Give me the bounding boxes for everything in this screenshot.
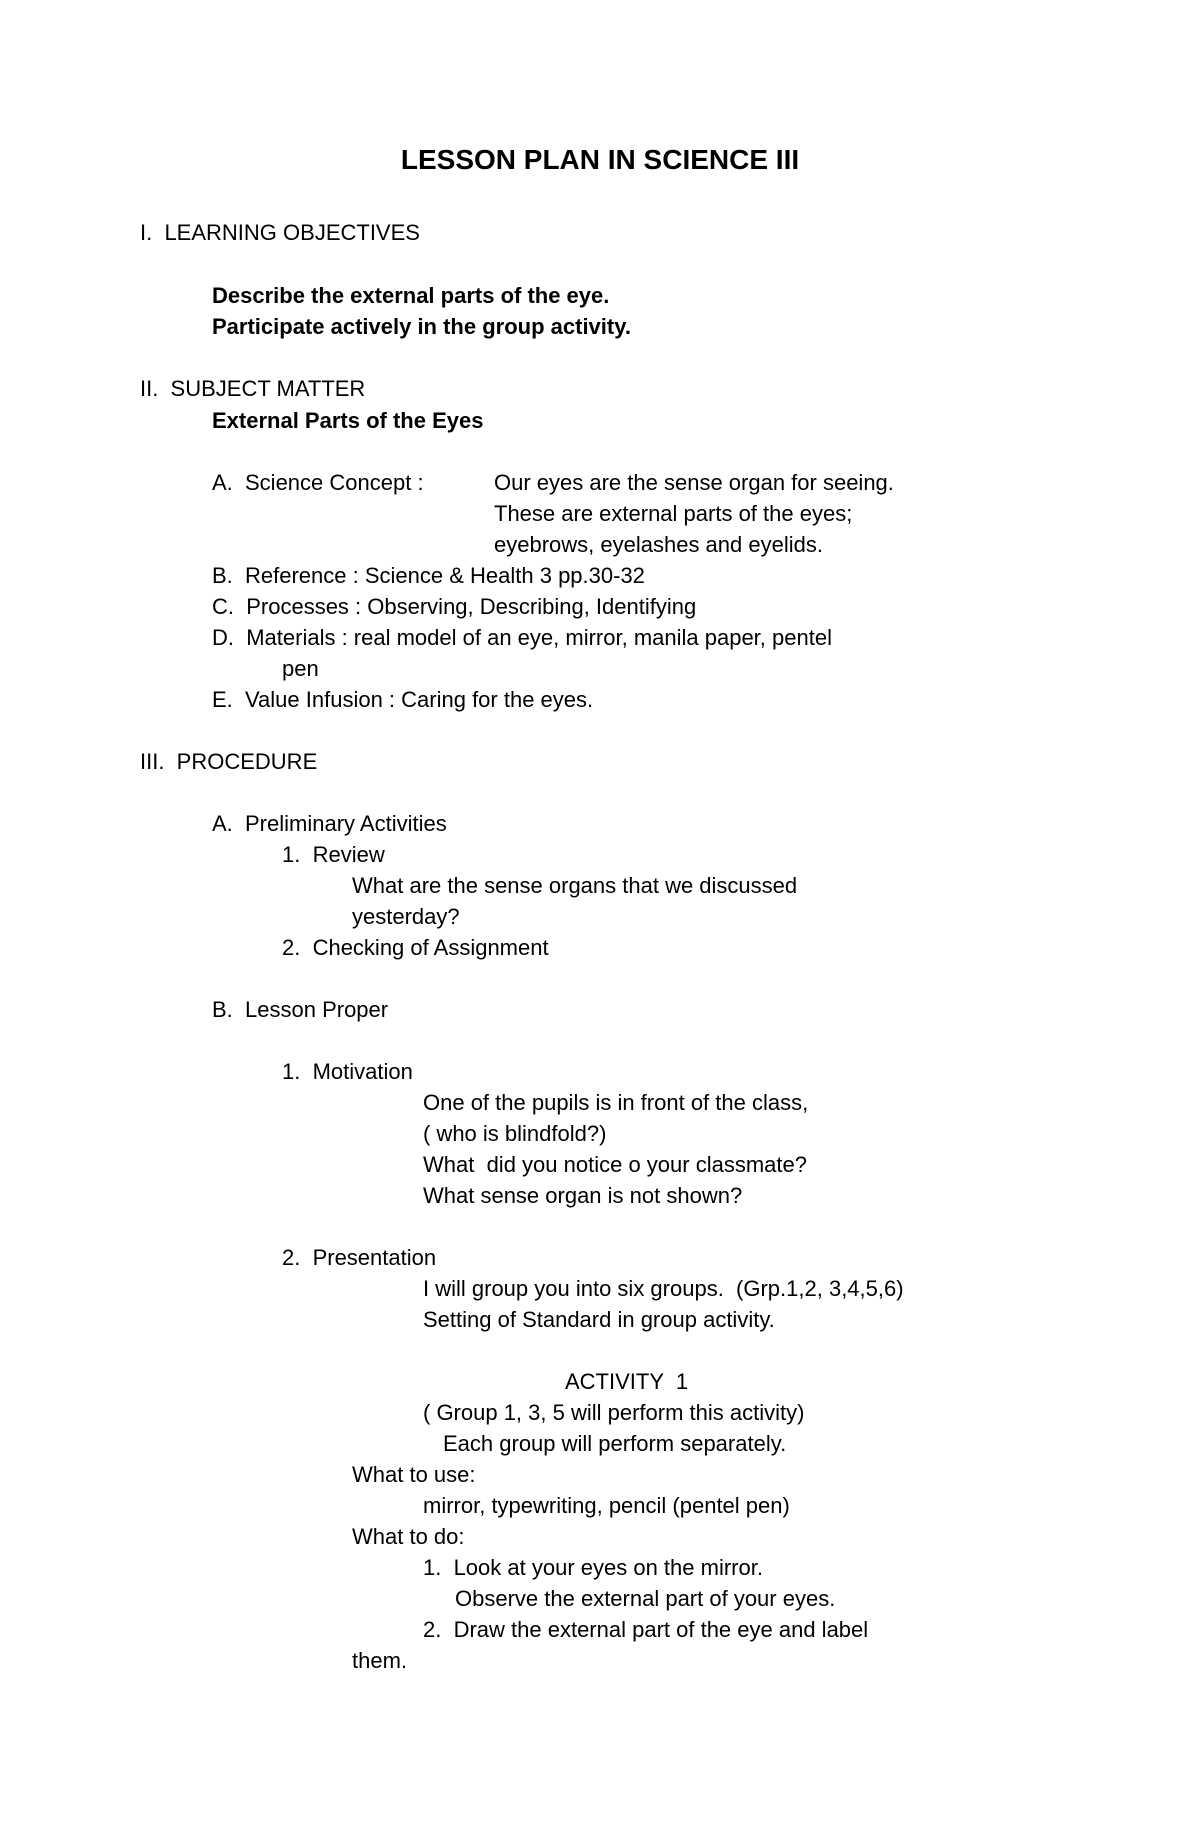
- science-concept-line: These are external parts of the eyes;: [494, 501, 853, 526]
- value-infusion-line: E. Value Infusion : Caring for the eyes.: [212, 687, 594, 712]
- materials-line: D. Materials : real model of an eye, mirror, manila paper, pentel: [212, 625, 832, 650]
- checking-assignment-item: 2. Checking of Assignment: [282, 935, 549, 960]
- materials-line-cont: pen: [282, 656, 319, 681]
- presentation-line: Setting of Standard in group activity.: [423, 1307, 775, 1332]
- subject-matter-heading: II. SUBJECT MATTER: [140, 376, 366, 401]
- lesson-proper-heading: B. Lesson Proper: [212, 997, 389, 1022]
- motivation-line: One of the pupils is in front of the class,: [423, 1090, 809, 1115]
- objectives-heading: I. LEARNING OBJECTIVES: [140, 220, 420, 245]
- document-title: LESSON PLAN IN SCIENCE III: [400, 144, 800, 175]
- what-to-use-value: mirror, typewriting, pencil (pentel pen): [423, 1493, 790, 1518]
- objective-item: Describe the external parts of the eye.: [212, 283, 610, 308]
- activity-title: ACTIVITY 1: [565, 1369, 689, 1394]
- motivation-line: What sense organ is not shown?: [423, 1183, 743, 1208]
- subject-topic: External Parts of the Eyes: [212, 408, 484, 433]
- review-question: What are the sense organs that we discussed: [352, 873, 798, 898]
- motivation-line: What did you notice o your classmate?: [423, 1152, 807, 1177]
- motivation-item: 1. Motivation: [282, 1059, 413, 1084]
- what-to-use-label: What to use:: [352, 1462, 476, 1487]
- motivation-line: ( who is blindfold?): [423, 1121, 607, 1146]
- step-item: 2. Draw the external part of the eye and label: [423, 1617, 869, 1642]
- review-question-cont: yesterday?: [352, 904, 460, 929]
- processes-line: C. Processes : Observing, Describing, Identifying: [212, 594, 697, 619]
- activity-group: ( Group 1, 3, 5 will perform this activity): [423, 1400, 805, 1425]
- presentation-item: 2. Presentation: [282, 1245, 437, 1270]
- presentation-line: I will group you into six groups. (Grp.1,2, 3,4,5,6): [423, 1276, 904, 1301]
- science-concept-label: A. Science Concept :: [212, 470, 424, 495]
- preliminary-heading: A. Preliminary Activities: [212, 811, 447, 836]
- reference-line: B. Reference : Science & Health 3 pp.30-32: [212, 563, 645, 588]
- activity-separate: Each group will perform separately.: [443, 1431, 787, 1456]
- what-to-do-label: What to do:: [352, 1524, 465, 1549]
- procedure-heading: III. PROCEDURE: [140, 749, 318, 774]
- step-item-cont: them.: [352, 1648, 408, 1673]
- step-item-cont: Observe the external part of your eyes.: [455, 1586, 836, 1611]
- science-concept-line: eyebrows, eyelashes and eyelids.: [494, 532, 823, 557]
- science-concept-line: Our eyes are the sense organ for seeing.: [494, 470, 894, 495]
- step-item: 1. Look at your eyes on the mirror.: [423, 1555, 763, 1580]
- review-item: 1. Review: [282, 842, 385, 867]
- objective-item: Participate actively in the group activity.: [212, 314, 631, 339]
